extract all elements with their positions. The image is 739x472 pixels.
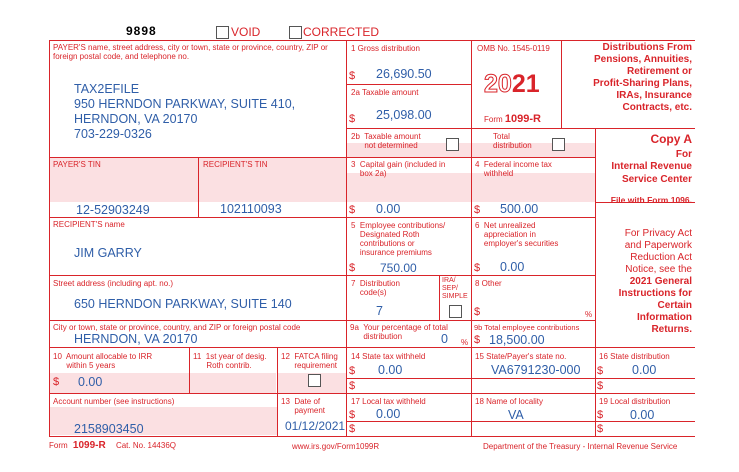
box8-percent: %: [585, 310, 593, 319]
box2a-label: 2a Taxable amount: [351, 88, 419, 97]
box16-currency-2: $: [597, 380, 604, 392]
footer-cat: Cat. No. 14436Q: [115, 441, 176, 450]
city-value[interactable]: HERNDON, VA 20170: [74, 332, 198, 346]
grid-bottom: [49, 436, 695, 437]
box12-label: 12 FATCA filing requirement: [281, 352, 338, 370]
box10-value[interactable]: 0.00: [78, 375, 103, 389]
copy-agency-1: Internal Revenue: [611, 161, 692, 172]
box7-label: 7 Distribution code(s): [351, 279, 400, 297]
privacy-4: Notice, see the: [625, 264, 692, 275]
payer-tin-label: PAYER'S TIN: [53, 160, 101, 169]
box7-value[interactable]: 7: [376, 304, 383, 318]
box19-label: 19 Local distribution: [599, 397, 671, 406]
grid-top: [49, 40, 695, 41]
box9a-value[interactable]: 0: [441, 332, 448, 346]
grid-v-439: [439, 275, 440, 320]
box2a-value[interactable]: 25,098.00: [376, 108, 432, 122]
box14-label: 14 State tax withheld: [351, 352, 426, 361]
payer-name[interactable]: TAX2EFILE: [74, 82, 140, 96]
grid-h-217: [49, 217, 595, 218]
copy-block: [598, 133, 692, 207]
payer-label: PAYER'S name, street address, city or town, state or province, country, ZIP or foreign postal code, and telephone no.: [53, 43, 328, 61]
title-line-2: Pensions, Annuities,: [594, 54, 692, 65]
box9b-label: 9b Total employee contributions: [474, 323, 580, 332]
box3-value[interactable]: 0.00: [376, 202, 401, 216]
box19-currency-2: $: [597, 423, 604, 435]
box10-currency: $: [53, 376, 60, 388]
box2b-taxable-not-determined-checkbox[interactable]: [446, 138, 459, 151]
box18-value[interactable]: VA: [508, 408, 524, 422]
recipient-tin-value[interactable]: 102110093: [220, 202, 282, 216]
void-checkbox[interactable]: [216, 26, 229, 39]
corrected-label: CORRECTED: [303, 25, 380, 39]
box2b-label-left: 2b Taxable amount not determined: [351, 132, 421, 150]
privacy-3: Reduction Act: [630, 252, 692, 263]
privacy-9: Returns.: [651, 324, 692, 335]
grid-h-393: [49, 393, 695, 394]
box7-ira-sep-simple-checkbox[interactable]: [449, 305, 462, 318]
tax-year: [484, 70, 540, 99]
grid-h-347: [49, 347, 695, 348]
grid-v-189: [189, 347, 190, 393]
box2b-label-right: Total distribution: [493, 132, 532, 150]
box1-currency: $: [349, 70, 356, 82]
box19-value[interactable]: 0.00: [630, 408, 655, 422]
box17-currency-2: $: [349, 423, 356, 435]
year-prefix: 20: [484, 70, 512, 98]
box11-shade: [190, 373, 276, 393]
privacy-2: and Paperwork: [624, 240, 692, 251]
omb-number: OMB No. 1545-0119: [477, 44, 550, 53]
box9a-label: 9a Your percentage of total distribution: [350, 323, 448, 341]
box2b-total-distribution-checkbox[interactable]: [552, 138, 565, 151]
box5-currency: $: [349, 262, 356, 274]
box3-currency: $: [349, 204, 356, 216]
street-value[interactable]: 650 HERNDON PARKWAY, SUITE 140: [74, 297, 292, 311]
footer-form: [49, 440, 176, 451]
grid-v-346: [346, 40, 347, 436]
recipient-name-value[interactable]: JIM GARRY: [74, 246, 142, 260]
box8-currency: $: [474, 306, 481, 318]
title-line-6: Contracts, etc.: [622, 102, 692, 113]
payer-street[interactable]: 950 HERNDON PARKWAY, SUITE 410,: [74, 97, 296, 111]
box6-label: 6 Net unrealized appreciation in employer's securities: [475, 221, 559, 248]
privacy-block: [598, 228, 692, 336]
recipient-name-label: RECIPIENT'S name: [53, 220, 125, 229]
omb-form-name: 1099-R: [504, 113, 541, 125]
city-label: City or town, state or province, country, and ZIP or foreign postal code: [53, 323, 301, 332]
footer-form-label: Form: [49, 441, 68, 450]
privacy-1: For Privacy Act: [624, 228, 692, 239]
box4-label: 4 Federal income tax withheld: [475, 160, 552, 178]
grid-h-157: [49, 157, 595, 158]
box2a-currency: $: [349, 113, 356, 125]
box19-currency-1: $: [597, 409, 604, 421]
copy-title: Copy A: [650, 132, 692, 146]
box10-shade: [49, 373, 189, 393]
box14-currency-2: $: [349, 380, 356, 392]
grid-v-471: [471, 40, 472, 436]
box14-value[interactable]: 0.00: [378, 363, 403, 377]
recipient-tin-label: RECIPIENT'S TIN: [203, 160, 268, 169]
account-label: Account number (see instructions): [53, 397, 175, 406]
box16-value[interactable]: 0.00: [632, 363, 657, 377]
box17-label: 17 Local tax withheld: [351, 397, 426, 406]
box17-value[interactable]: 0.00: [376, 407, 401, 421]
box15-label: 15 State/Payer's state no.: [475, 352, 567, 361]
grid-h-275: [49, 275, 595, 276]
title-line-4: Profit-Sharing Plans,: [593, 78, 692, 89]
form-control-number: 9898: [126, 24, 157, 38]
copy-for: For: [675, 148, 692, 160]
title-line-3: Retirement or: [626, 66, 692, 77]
box9a-percent: %: [461, 338, 469, 347]
payer-phone[interactable]: 703-229-0326: [74, 127, 152, 141]
form-title: [566, 42, 692, 114]
box9b-value[interactable]: 18,500.00: [489, 333, 545, 347]
title-line-5: IRAs, Insurance: [616, 90, 692, 101]
corrected-checkbox[interactable]: [289, 26, 302, 39]
grid-v-561: [561, 40, 562, 128]
box12-fatca-checkbox[interactable]: [308, 374, 321, 387]
footer-form-name: 1099-R: [72, 440, 106, 451]
box17-currency-1: $: [349, 409, 356, 421]
box3-label: 3 Capital gain (included in box 2a): [351, 160, 446, 178]
box4-currency: $: [474, 204, 481, 216]
grid-v-198: [198, 157, 199, 217]
box16-label: 16 State distribution: [599, 352, 670, 361]
privacy-8: Information: [637, 312, 692, 323]
omb-form-label: Form: [484, 115, 503, 124]
box13-value[interactable]: 01/12/2021: [285, 419, 346, 433]
street-label: Street address (including apt. no.): [53, 279, 174, 288]
grid-h-84: [346, 84, 471, 85]
payer-city[interactable]: HERNDON, VA 20170: [74, 112, 198, 126]
footer-dept: Department of the Treasury - Internal Revenue Service: [483, 442, 678, 451]
box1-value[interactable]: 26,690.50: [376, 67, 432, 81]
box15-value[interactable]: VA6791230-000: [491, 363, 581, 377]
copy-file-with: File with Form 1096.: [610, 195, 692, 205]
box11-label: 11 1st year of desig. Roth contrib.: [193, 352, 267, 370]
box8-label: 8 Other: [475, 279, 502, 288]
privacy-6: Instructions for: [618, 288, 692, 299]
box9b-currency: $: [474, 334, 481, 346]
privacy-5: 2021 General: [629, 276, 692, 287]
box13-label: 13 Date of payment: [281, 397, 326, 415]
year-suffix: 21: [511, 70, 540, 98]
grid-h-378: [347, 378, 695, 379]
account-value[interactable]: 2158903450: [74, 422, 144, 436]
box7-ira-label: IRA/ SEP/ SIMPLE: [442, 277, 468, 300]
omb-form-line: [484, 113, 541, 125]
payer-tin-value[interactable]: 12-52903249: [76, 203, 150, 217]
privacy-7: Certain: [657, 300, 692, 311]
grid-left: [49, 40, 50, 436]
grid-v-595: [595, 128, 596, 436]
box6-value[interactable]: 0.00: [500, 260, 525, 274]
box1-label: 1 Gross distribution: [351, 44, 420, 53]
box16-currency-1: $: [597, 365, 604, 377]
box5-label: 5 Employee contributions/ Designated Roth contributions or insurance premiums: [351, 221, 446, 257]
grid-h-128: [346, 128, 695, 129]
copy-agency-2: Service Center: [621, 173, 692, 185]
box5-value[interactable]: 750.00: [380, 261, 417, 275]
grid-v-277: [277, 347, 278, 436]
box10-label: 10 Amount allocable to IRR within 5 years: [53, 352, 153, 370]
title-line-1: Distributions From: [602, 42, 692, 53]
box6-currency: $: [474, 262, 481, 274]
grid-h-320: [49, 320, 595, 321]
box18-label: 18 Name of locality: [475, 397, 544, 406]
void-label: VOID: [231, 25, 261, 39]
box14-currency-1: $: [349, 365, 356, 377]
footer-url[interactable]: www.irs.gov/Form1099R: [292, 442, 380, 451]
box4-value[interactable]: 500.00: [500, 202, 539, 216]
